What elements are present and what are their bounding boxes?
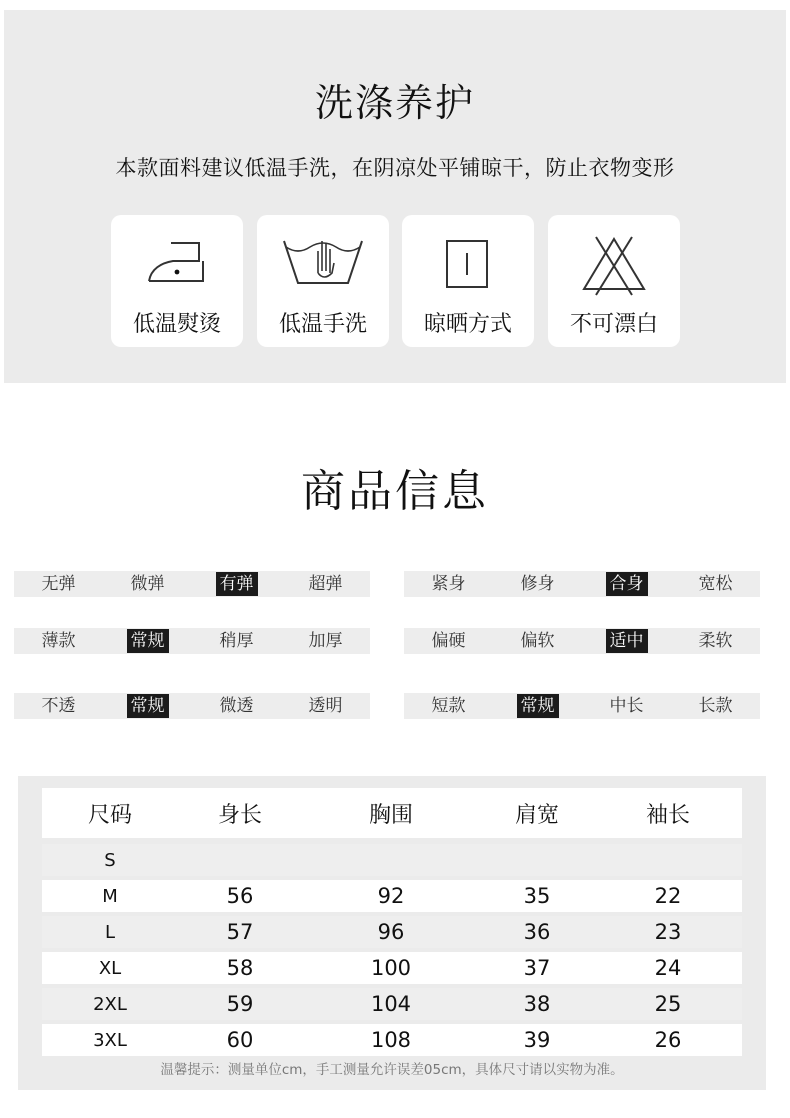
attr-option-selected: 合身 xyxy=(582,571,671,597)
attr-option-selected: 常规 xyxy=(103,628,192,654)
table-cell: 57 xyxy=(226,920,254,944)
attr-row-softness xyxy=(404,628,760,654)
attr-row-fit xyxy=(404,571,760,597)
table-cell: 25 xyxy=(654,992,682,1016)
table-cell: 3XL xyxy=(93,1029,127,1051)
attr-row-thickness xyxy=(14,628,370,654)
attr-option: 稍厚 xyxy=(219,631,254,651)
table-cell: 39 xyxy=(523,1028,551,1052)
attr-option: 宽松 xyxy=(698,574,733,594)
attr-row-transparency xyxy=(14,693,370,719)
table-cell: L xyxy=(104,921,116,943)
care-section xyxy=(4,10,786,383)
attr-option: 透明 xyxy=(308,696,343,716)
table-row xyxy=(42,916,742,948)
attr-option-selected: 适中 xyxy=(582,628,671,654)
info-title: 商品信息 xyxy=(301,466,489,517)
table-cell: 59 xyxy=(226,992,254,1016)
table-cell: 108 xyxy=(370,1028,412,1052)
table-cell: 56 xyxy=(226,884,254,908)
attr-option: 偏硬 xyxy=(431,631,466,651)
table-cell: 26 xyxy=(654,1028,682,1052)
header-cell: 肩宽 xyxy=(514,802,559,828)
attr-option: 薄款 xyxy=(41,631,76,651)
header-cell: 胸围 xyxy=(368,802,413,828)
table-cell: 37 xyxy=(523,956,551,980)
table-cell: XL xyxy=(98,957,122,979)
header-cell: 袖长 xyxy=(645,802,690,828)
header-cell: 尺码 xyxy=(87,802,132,828)
table-cell: 92 xyxy=(377,884,405,908)
care-card-label: 低温熨烫 xyxy=(132,312,221,337)
care-description: 本款面料建议低温手洗，在阴凉处平铺晾干，防止衣物变形 xyxy=(115,156,675,180)
iron-icon xyxy=(111,229,243,299)
table-cell: S xyxy=(104,849,116,871)
table-cell: 22 xyxy=(654,884,682,908)
table-cell: 23 xyxy=(654,920,682,944)
attr-option: 短款 xyxy=(431,696,466,716)
hand-wash-icon xyxy=(257,229,389,299)
dry-flat-icon xyxy=(402,229,534,299)
no-bleach-icon xyxy=(548,229,680,299)
table-cell: 36 xyxy=(523,920,551,944)
attr-option-selected: 常规 xyxy=(103,693,192,719)
size-table-section xyxy=(18,776,766,1090)
table-row xyxy=(42,952,742,984)
size-table-header xyxy=(42,788,742,838)
table-row xyxy=(42,844,742,876)
size-table xyxy=(42,788,742,1060)
attr-option: 微透 xyxy=(219,696,254,716)
table-cell: M xyxy=(102,885,118,907)
attr-option: 无弹 xyxy=(41,574,76,594)
care-card-hand-wash xyxy=(257,215,389,347)
table-cell: 38 xyxy=(523,992,551,1016)
care-card-label: 低温手洗 xyxy=(278,312,367,337)
table-cell: 58 xyxy=(226,956,254,980)
table-cell: 24 xyxy=(654,956,682,980)
table-cell: 2XL xyxy=(93,993,127,1015)
attr-option-selected: 常规 xyxy=(493,693,582,719)
table-cell: 60 xyxy=(226,1028,254,1052)
care-card-no-bleach xyxy=(548,215,680,347)
table-cell: 100 xyxy=(370,956,412,980)
attr-option-selected: 有弹 xyxy=(192,571,281,597)
table-row xyxy=(42,988,742,1020)
table-cell: 104 xyxy=(370,992,412,1016)
attr-option: 不透 xyxy=(41,696,76,716)
care-card-dry-flat xyxy=(402,215,534,347)
attr-option: 中长 xyxy=(609,696,644,716)
care-card-label: 不可漂白 xyxy=(569,312,658,337)
table-row xyxy=(42,1024,742,1056)
size-note: 温馨提示：测量单位cm，手工测量允许误差05cm，具体尺寸请以实物为准。 xyxy=(160,1062,624,1078)
attr-row-length xyxy=(404,693,760,719)
attr-row-elasticity xyxy=(14,571,370,597)
attr-option: 柔软 xyxy=(698,631,733,651)
attr-option: 修身 xyxy=(520,574,555,594)
table-row xyxy=(42,880,742,912)
care-card-iron xyxy=(111,215,243,347)
attr-option: 长款 xyxy=(698,696,733,716)
care-card-label: 晾晒方式 xyxy=(423,312,512,337)
attr-option: 偏软 xyxy=(520,631,555,651)
table-cell: 35 xyxy=(523,884,551,908)
care-title: 洗涤养护 xyxy=(314,81,475,125)
attr-option: 紧身 xyxy=(431,574,466,594)
attr-option: 加厚 xyxy=(308,631,343,651)
attr-option: 微弹 xyxy=(130,574,165,594)
header-cell: 身长 xyxy=(217,802,262,828)
table-cell: 96 xyxy=(377,920,405,944)
attr-option: 超弹 xyxy=(308,574,343,594)
